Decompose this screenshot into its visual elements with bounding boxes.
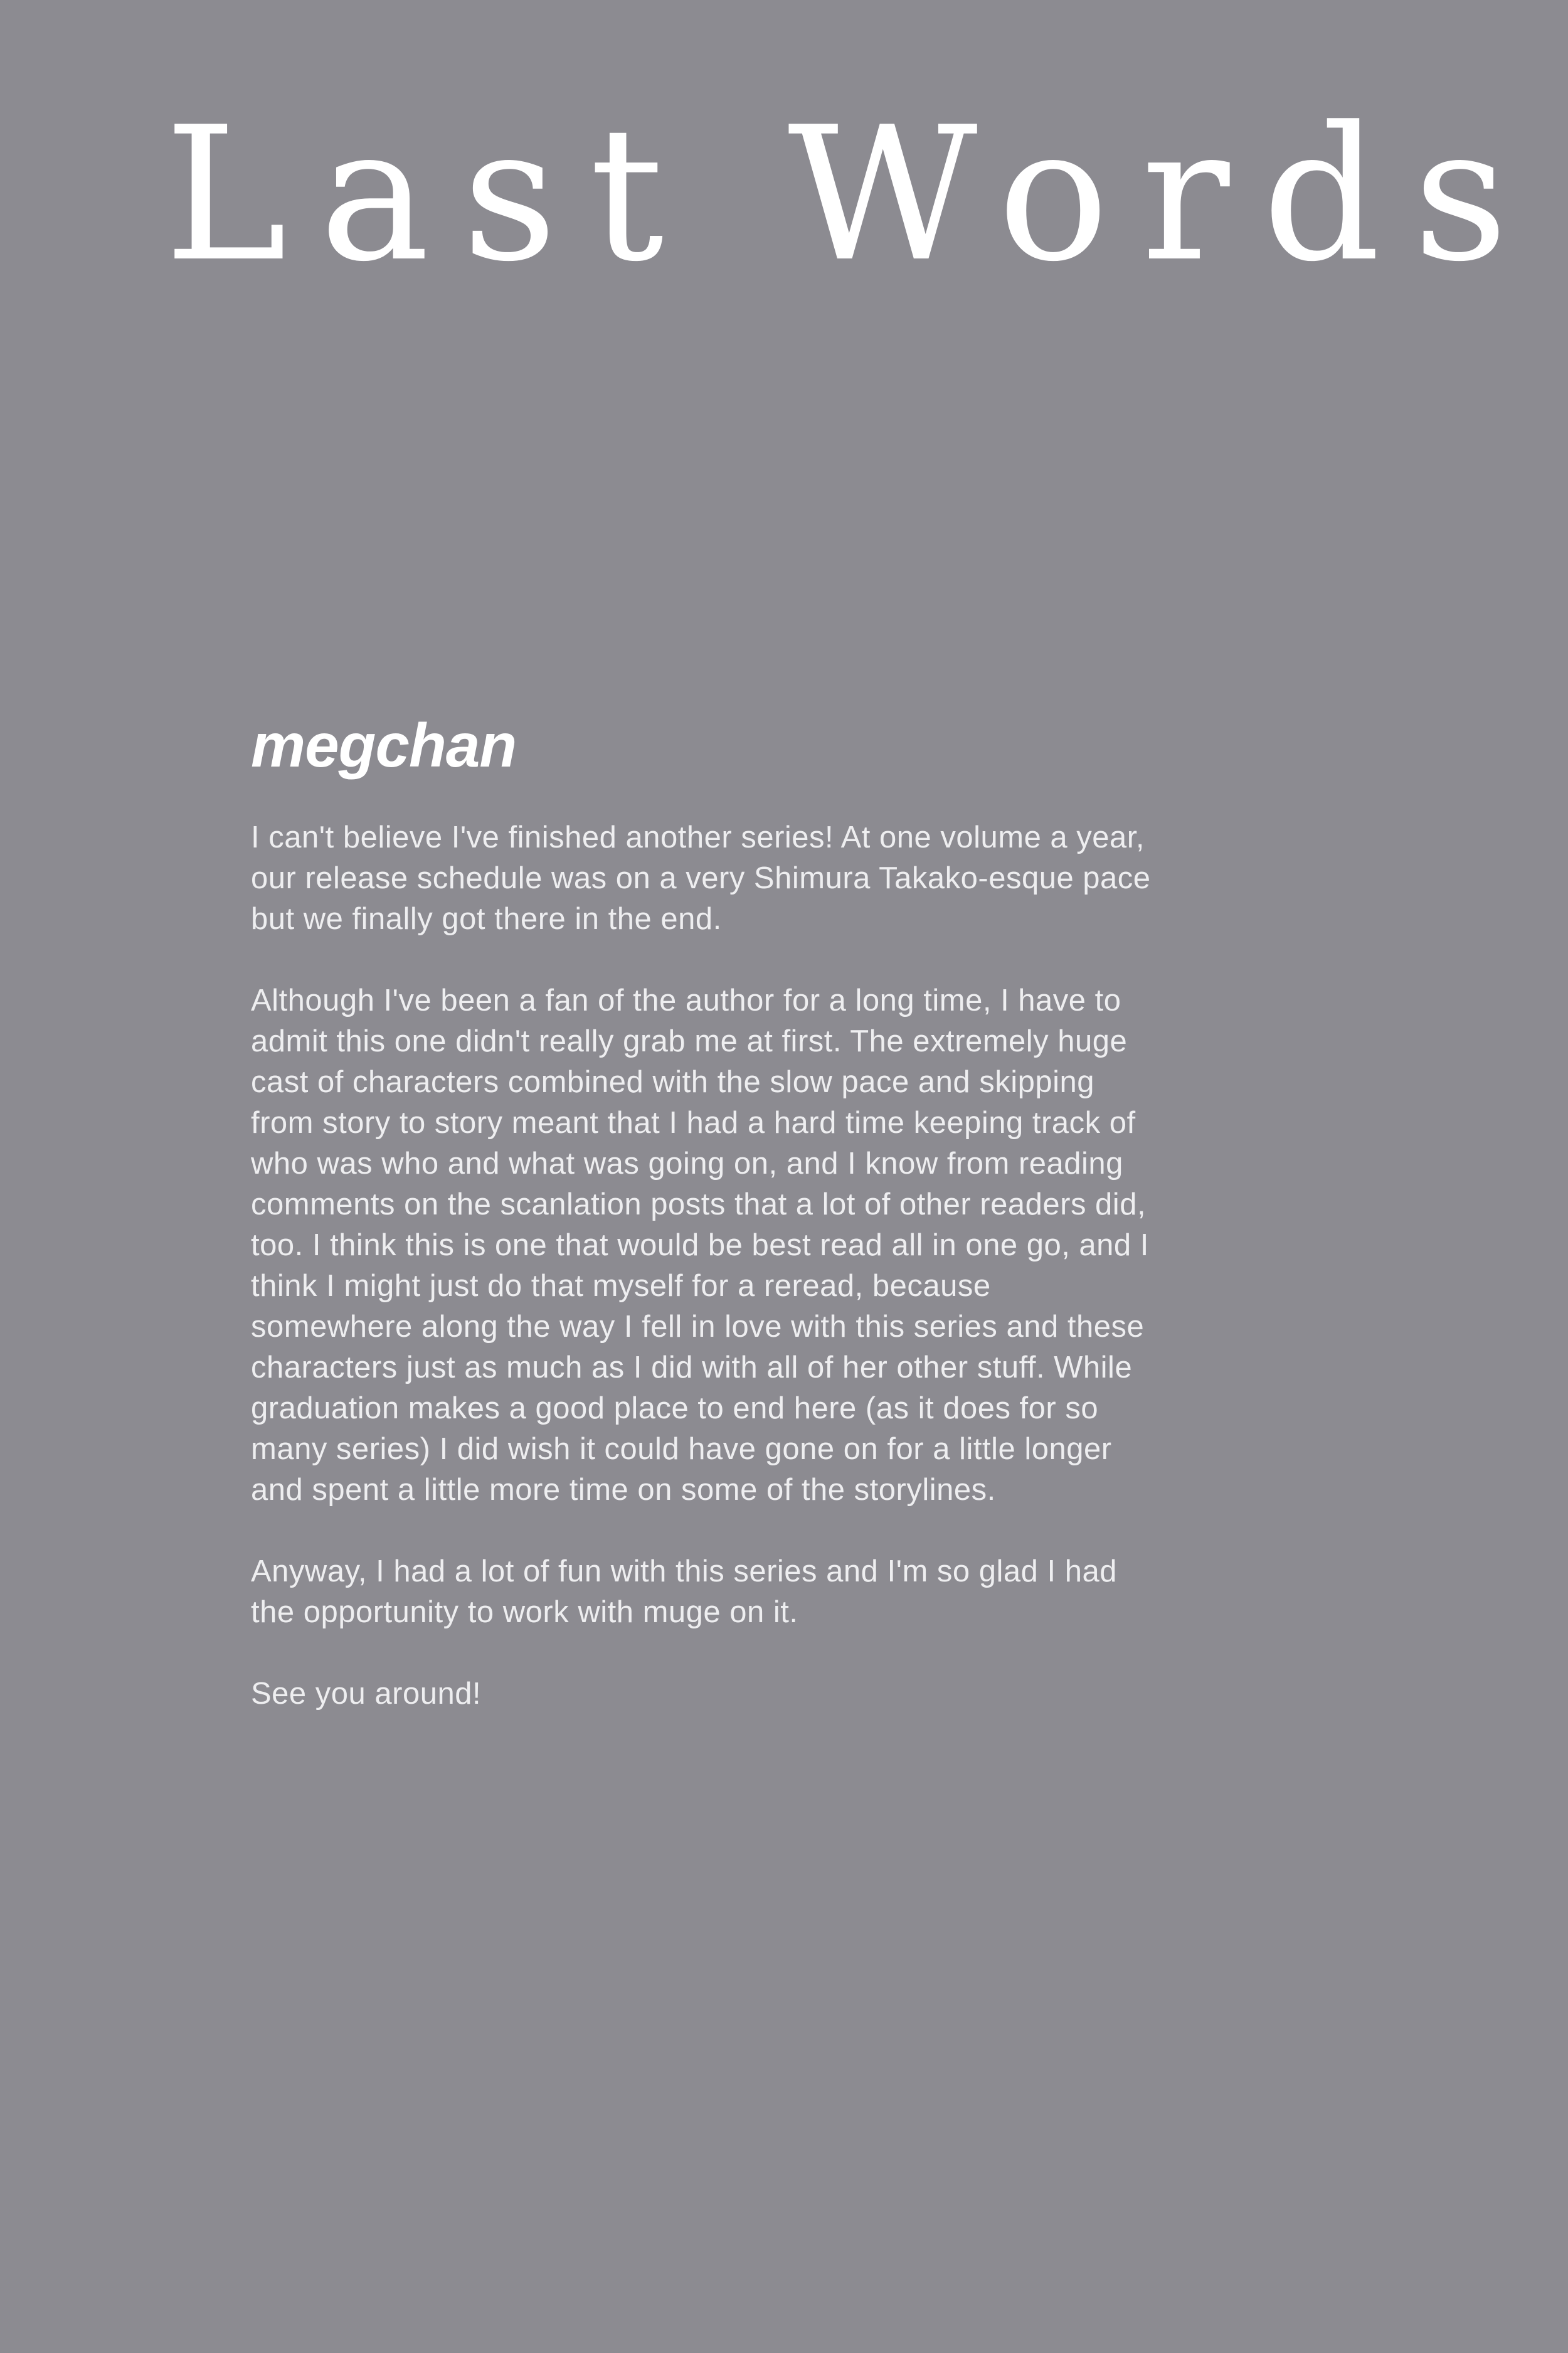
afterword-body — [251, 817, 1286, 1714]
text-line: somewhere along the way I fell in love with this series and these — [251, 1310, 1145, 1344]
text-line: I can't believe I've finished another series! At one volume a year, — [251, 821, 1145, 854]
text-line: but we finally got there in the end. — [251, 902, 722, 936]
body-paragraph — [251, 1551, 1286, 1633]
body-paragraph — [251, 817, 1286, 940]
paragraph-gap — [251, 1633, 1286, 1674]
text-line: cast of characters combined with the slow pace and skipping — [251, 1065, 1095, 1099]
text-line: and spent a little more time on some of the storylines. — [251, 1473, 996, 1507]
text-line: comments on the scanlation posts that a lot of other readers did, — [251, 1187, 1147, 1221]
text-line: who was who and what was going on, and I know from reading — [251, 1147, 1123, 1181]
body-paragraph — [251, 1674, 1286, 1714]
text-line: Anyway, I had a lot of fun with this series and I'm so glad I had — [251, 1554, 1118, 1588]
text-line: many series) I did wish it could have gone on for a little longer — [251, 1432, 1112, 1466]
text-line: from story to story meant that I had a hard time keeping track of — [251, 1106, 1136, 1140]
text-line: See you around! — [251, 1677, 482, 1711]
text-line: think I might just do that myself for a reread, because — [251, 1269, 991, 1303]
text-line: Although I've been a fan of the author for a long time, I have to — [251, 984, 1121, 1017]
paragraph-gap — [251, 1511, 1286, 1551]
text-line: admit this one didn't really grab me at first. The extremely huge — [251, 1024, 1128, 1058]
text-line: graduation makes a good place to end here (as it does for so — [251, 1391, 1099, 1425]
text-line: our release schedule was on a very Shimura Takako-esque pace — [251, 861, 1151, 895]
body-paragraph — [251, 980, 1286, 1511]
page-title: Last Words — [164, 88, 1541, 302]
text-line: the opportunity to work with muge on it. — [251, 1595, 798, 1629]
text-line: too. I think this is one that would be best read all in one go, and I — [251, 1228, 1149, 1262]
author-name: megchan — [251, 711, 517, 780]
text-line: characters just as much as I did with all of her other stuff. While — [251, 1351, 1133, 1384]
paragraph-gap — [251, 940, 1286, 980]
